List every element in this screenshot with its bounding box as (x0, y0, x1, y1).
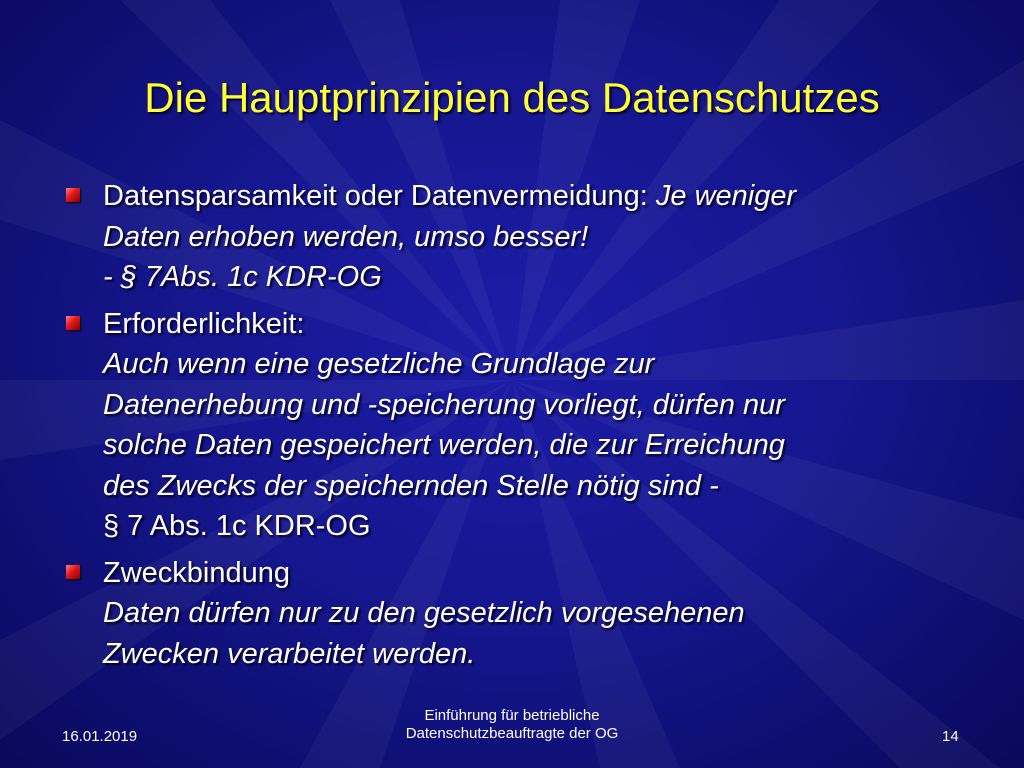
footer-title-line-1: Einführung für betriebliche (424, 707, 600, 724)
bullet-line (103, 304, 960, 345)
bullet-text: Daten erhoben werden, umso besser! (103, 220, 589, 253)
footer-page-number: 14 (942, 728, 959, 745)
bullet-text: Zwecken verarbeitet werden. (103, 637, 476, 670)
bullet-line (103, 425, 960, 466)
bullet-square-icon (66, 565, 80, 579)
bullet-text: solche Daten gespeichert werden, die zur Erreichung (103, 429, 785, 461)
bullet-square-icon (66, 188, 80, 202)
bullet-line (103, 217, 960, 258)
bullet-text: Auch wenn eine gesetzliche Grundlage zur (103, 348, 655, 380)
bullet-item (60, 176, 960, 298)
footer-title (312, 707, 712, 743)
bullet-line (103, 257, 960, 298)
bullet-line (103, 466, 960, 507)
bullet-line (103, 553, 960, 594)
bullet-line (103, 506, 960, 547)
bullet-text: Datensparsamkeit oder Datenvermeidung: (103, 180, 656, 212)
slide-title: Die Hauptprinzipien des Datenschutzes (144, 74, 880, 121)
bullet-text: § 7 Abs. 1c KDR-OG (103, 510, 371, 542)
bullet-text: des Zwecks der speichernden Stelle nötig sind - (103, 469, 719, 502)
bullet-line (103, 385, 960, 426)
bullet-text: Daten dürfen nur zu den gesetzlich vorgesehenen (103, 597, 745, 629)
bullet-item (60, 553, 960, 675)
bullet-line (103, 176, 960, 217)
bullet-text: Je weniger (655, 180, 797, 212)
bullet-line (103, 593, 960, 634)
bullet-item (60, 304, 960, 547)
bullet-line (103, 344, 960, 385)
footer-date: 16.01.2019 (62, 728, 138, 745)
bullet-text: Erforderlichkeit: (103, 307, 305, 340)
bullet-text: Zweckbindung (103, 556, 290, 589)
bullet-text: Datenerhebung und -speicherung vorliegt, dürfen nur (103, 388, 785, 421)
footer-title-line-2: Datenschutzbeauftragte der OG (405, 725, 619, 742)
bullet-text: - § 7Abs. 1c KDR-OG (103, 261, 382, 293)
bullet-square-icon (66, 316, 80, 330)
bullet-line (103, 634, 960, 675)
bullet-list (60, 176, 960, 680)
